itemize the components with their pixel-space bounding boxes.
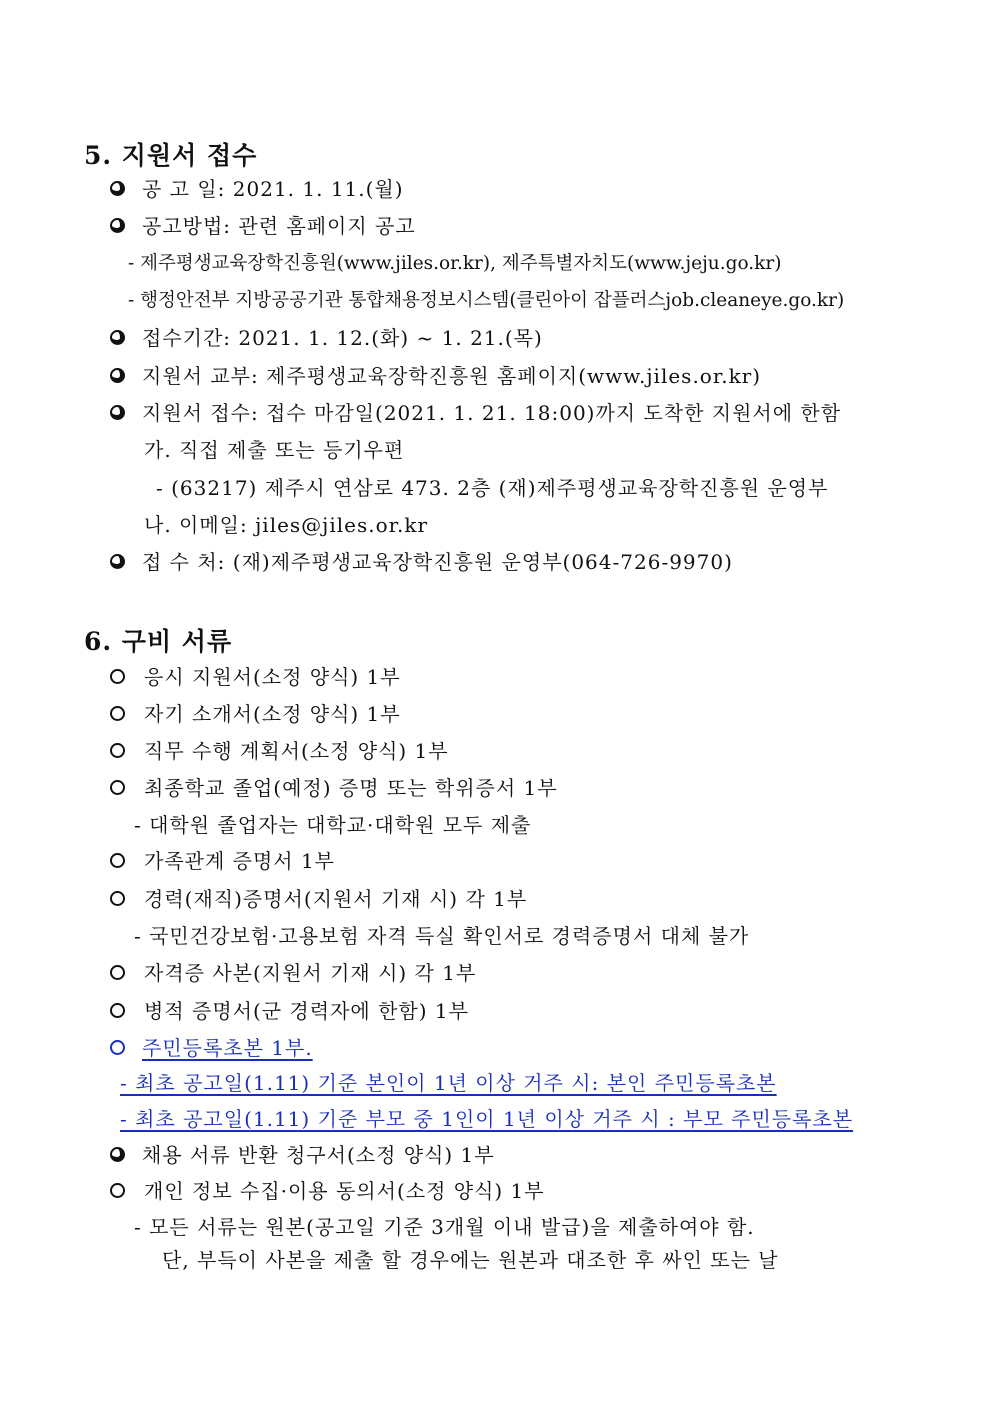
sub-item: - 최초 공고일(1.11) 기준 부모 중 1인이 1년 이상 거주 시 : 부모 주민등록초본: [120, 1107, 854, 1131]
sub-item: - (63217) 제주시 연삼로 473. 2층 (재)제주평생교육장학진흥원 운영부: [156, 476, 829, 500]
open-circle-bullet-icon: [110, 891, 125, 906]
open-circle-bullet-icon: [110, 1183, 125, 1198]
filled-circle-bullet-icon: [110, 554, 125, 569]
sub-item: 가. 직접 제출 또는 등기우편: [144, 438, 405, 462]
sub-item: - 최초 공고일(1.11) 기준 본인이 1년 이상 거주 시: 본인 주민등록초본: [120, 1071, 777, 1095]
open-circle-bullet-icon: [110, 1040, 125, 1055]
open-circle-bullet-icon: [110, 1003, 125, 1018]
filled-circle-bullet-icon: [110, 405, 125, 420]
open-circle-bullet-icon: [110, 780, 125, 795]
open-circle-bullet-icon: [110, 743, 125, 758]
filled-circle-bullet-icon: [110, 1147, 125, 1162]
sub-item: 나. 이메일: jiles@jiles.or.kr: [144, 513, 429, 537]
filled-circle-bullet-icon: [110, 368, 125, 383]
open-circle-bullet-icon: [110, 669, 125, 684]
filled-circle-bullet-icon: [110, 330, 125, 345]
sub-item: - 행정안전부 지방공공기관 통합채용정보시스템(클린아이 잡플러스job.cleaneye.go.kr): [128, 290, 845, 311]
sub-item: - 국민건강보험·고용보험 자격 득실 확인서로 경력증명서 대체 불가: [134, 924, 750, 948]
filled-circle-bullet-icon: [110, 218, 125, 233]
sub-item: 단, 부득이 사본을 제출 할 경우에는 원본과 대조한 후 싸인 또는 날: [162, 1248, 779, 1272]
open-circle-bullet-icon: [110, 706, 125, 721]
section-heading: 6. 구비 서류: [84, 627, 233, 656]
sub-item: - 제주평생교육장학진흥원(www.jiles.or.kr), 제주특별자치도(www.jeju.go.kr): [128, 253, 782, 274]
open-circle-bullet-icon: [110, 853, 125, 868]
filled-circle-bullet-icon: [110, 181, 125, 196]
section-heading: 5. 지원서 접수: [84, 141, 258, 170]
document-page: 5. 지원서 접수 공 고 일: 2021. 1. 11.(월) 공고방법: 관련 홈페이지 공고 - 제주평생교육장학진흥원(www.jiles.or.kr), 제주특별자치도(www.jeju.go.kr) - 행정안전부 지방공공기관 통합채용정보시스템(클린아이 잡플러스job.cleaneye.go.kr) 접수기간: 2021. 1. 12.(화) ~ 1. 21.(목) 지원서 교부: 제주평생교육장학진흥원 홈페이지(www.jiles.or.kr) 지원서 접수: 접수 마감일(2021. 1. 21. 18:00)까지 도착한 지원서에 한함 가. 직접 제출 또는 등기우편 - (63217) 제주시 연삼로 473. 2층 (재)제주평생교육장학진흥원 운영부 나. 이메일: jiles@jiles.or.kr 접 수 처: (재)제주평생교육장학진흥원 운영부(064-726-9970) 6. 구비 서류 응시 지원서(소정 양식) 1부 자기 소개서(소정 양식) 1부 직무 수행 계획서(소정 양식) 1부 최종학교 졸업(예정) 증명 또는 학위증서 1부 - 대학원 졸업자는 대학교·대학원 모두 제출 가족관계 증명서 1부 경력(재직)증명서(지원서 기재 시) 각 1부 - 국민건강보험·고용보험 자격 득실 확인서로 경력증명서 대체 불가 자격증 사본(지원서 기재 시) 각 1부 병적 증명서(군 경력자에 한함) 1부 주민등록초본 1부. - 최초 공고일(1.11) 기준 본인이 1년 이상 거주 시: 본인 주민등록초본 - 최초 공고일(1.11) 기준 부모 중 1인이 1년 이상 거주 시 : 부모 주민등록초본 채용 서류 반환 청구서(소정 양식) 1부 개인 정보 수집·이용 동의서(소정 양식) 1부 - 모든 서류는 원본(공고일 기준 3개월 이내 발급)을 제출하여야 함. 단, 부득이 사본을 제출 할 경우에는 원본과 대조한 후 싸인 또는 날: [0, 0, 992, 1403]
sub-item: - 모든 서류는 원본(공고일 기준 3개월 이내 발급)을 제출하여야 함.: [134, 1215, 755, 1239]
open-circle-bullet-icon: [110, 965, 125, 980]
sub-item: - 대학원 졸업자는 대학교·대학원 모두 제출: [134, 813, 532, 837]
